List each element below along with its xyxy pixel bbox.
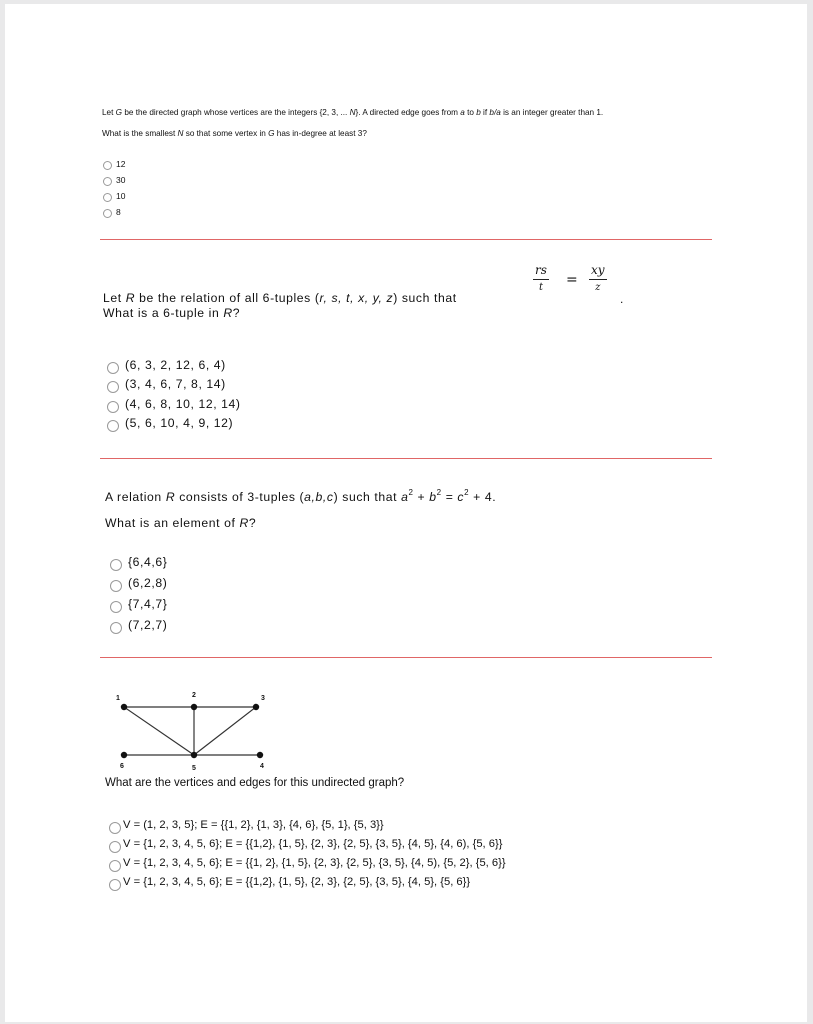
- q3-stem-text: A relation: [105, 490, 166, 504]
- q2-formula-rhs-num: xy: [591, 263, 605, 277]
- q1-stem: [102, 108, 603, 117]
- vertex-label: 6: [120, 763, 124, 770]
- q1-question-text: has in-degree at least 3?: [274, 129, 367, 138]
- q4-option-label: V = {1, 2, 3, 4, 5, 6}; E = {{1,2}, {1, 5}, {2, 3}, {2, 5}, {3, 5}, {4, 5}, {4, 6), {5, 6}}: [123, 838, 503, 850]
- q3-option-radio[interactable]: [110, 601, 122, 613]
- fraction-bar: [533, 279, 549, 280]
- q2-option-label: (6, 3, 2, 12, 6, 4): [125, 358, 226, 372]
- q3-stem-text: consists of 3-tuples (: [175, 490, 305, 504]
- vertex-label: 1: [116, 695, 120, 702]
- q1-stem-text: is an integer greater than 1.: [500, 108, 604, 117]
- section-divider: [100, 458, 712, 459]
- q3-eq-var: b: [429, 490, 437, 504]
- q1-question-var: N: [177, 129, 184, 138]
- q3-option-radio[interactable]: [110, 559, 122, 571]
- q4-question: What are the vertices and edges for this undirected graph?: [105, 777, 405, 789]
- q3-question: [105, 516, 256, 530]
- q2-option-label: (5, 6, 10, 4, 9, 12): [125, 416, 234, 430]
- q1-question-text: What is the smallest: [102, 129, 178, 138]
- q3-eq-var: c: [457, 490, 465, 504]
- q2-question-text: What is a 6-tuple in: [103, 306, 224, 320]
- q2-formula-lhs-num: rs: [535, 263, 547, 277]
- q1-option-radio[interactable]: [103, 177, 112, 186]
- fraction-bar: [589, 279, 607, 280]
- vertex-label: 3: [261, 695, 265, 702]
- vertex-4: [257, 752, 263, 758]
- q1-option-radio[interactable]: [103, 161, 112, 170]
- q1-option-label: 8: [116, 207, 121, 217]
- q2-formula-rhs-den: z: [595, 282, 601, 293]
- q2-stem-text: be the relation of all 6-tuples (: [135, 291, 320, 305]
- q1-stem-text: Let: [102, 108, 116, 117]
- q1-stem-text: }. A directed edge goes from: [355, 108, 461, 117]
- q2-option-label: (4, 6, 8, 10, 12, 14): [125, 397, 241, 411]
- section-divider: [100, 657, 712, 658]
- q3-option-label: {7,4,7}: [128, 597, 168, 611]
- q3-eq-op: =: [441, 490, 458, 504]
- q2-stem-var: R: [125, 291, 136, 305]
- vertex-2: [191, 704, 197, 710]
- q3-question-text: ?: [248, 516, 257, 530]
- q2-option-radio[interactable]: [107, 362, 119, 374]
- section-divider: [100, 239, 712, 240]
- q4-option-label: V = (1, 2, 3, 5}; E = {{1, 2}, {1, 3}, {4, 6}, {5, 1}, {5, 3}}: [123, 819, 384, 831]
- q3-stem: [105, 488, 496, 504]
- q1-question-var: G: [268, 129, 275, 138]
- q3-eq-exponent: 2: [436, 488, 442, 497]
- q3-eq-var: a: [401, 490, 409, 504]
- quiz-page: [5, 4, 807, 1022]
- q2-formula-lhs-den: t: [538, 282, 543, 293]
- q4-option-radio[interactable]: [109, 822, 121, 834]
- q3-eq-exponent: 2: [464, 488, 470, 497]
- q2-question-var: R: [223, 306, 233, 320]
- q1-question-text: so that some vertex in: [183, 129, 269, 138]
- q1-stem-var: b/a: [489, 108, 501, 117]
- q1-stem-text: to: [464, 108, 477, 117]
- q1-stem-var: a: [460, 108, 465, 117]
- q1-option-radio[interactable]: [103, 209, 112, 218]
- q3-option-label: {6,4,6}: [128, 555, 168, 569]
- q2-formula-equals: =: [566, 272, 578, 288]
- q2-stem: [103, 291, 457, 305]
- vertex-label: 2: [192, 692, 196, 699]
- q2-question-text: ?: [232, 306, 241, 320]
- edge-3-5: [194, 707, 256, 755]
- q1-stem-var: G: [115, 108, 123, 117]
- q1-option-label: 30: [116, 175, 126, 185]
- q2-stem-text: Let: [103, 291, 126, 305]
- q3-question-var: R: [239, 516, 249, 530]
- q4-option-label: V = {1, 2, 3, 4, 5, 6}; E = {{1, 2}, {1, 5}, {2, 3}, {2, 5}, {3, 5}, {4, 5), {5, 2}, {5, 6}}: [123, 857, 506, 869]
- q2-formula-rhs: [589, 263, 607, 293]
- q3-question-text: What is an element of: [105, 516, 240, 530]
- q4-option-label: V = {1, 2, 3, 4, 5, 6}; E = {{1,2}, {1, 5}, {2, 3}, {2, 5}, {3, 5}, {4, 5}, {5, 6}}: [123, 876, 471, 888]
- q2-formula-lhs: [533, 263, 549, 293]
- q4-option-radio[interactable]: [109, 860, 121, 872]
- q2-stem-var: r, s, t, x, y, z: [319, 291, 394, 305]
- q2-formula-period: .: [620, 292, 624, 306]
- vertex-6: [121, 752, 127, 758]
- vertex-5: [191, 752, 197, 758]
- q3-option-label: (7,2,7): [128, 618, 168, 632]
- q4-option-radio[interactable]: [109, 841, 121, 853]
- vertex-label: 4: [260, 763, 264, 770]
- q3-option-radio[interactable]: [110, 622, 122, 634]
- q3-option-radio[interactable]: [110, 580, 122, 592]
- q1-stem-text: if: [480, 108, 490, 117]
- q3-stem-var: R: [165, 490, 176, 504]
- q3-option-label: (6,2,8): [128, 576, 168, 590]
- q2-stem-text: ) such that: [393, 291, 457, 305]
- q3-eq-exponent: 2: [408, 488, 414, 497]
- q2-option-radio[interactable]: [107, 401, 119, 413]
- q3-stem-var: a,b,c: [304, 490, 334, 504]
- q3-eq-op: +: [413, 490, 430, 504]
- q1-question: [102, 129, 367, 138]
- vertex-label: 5: [192, 765, 196, 772]
- q2-question: [103, 306, 240, 320]
- q2-option-radio[interactable]: [107, 420, 119, 432]
- edge-1-5: [124, 707, 194, 755]
- q2-option-radio[interactable]: [107, 381, 119, 393]
- undirected-graph: [105, 684, 275, 774]
- q1-option-radio[interactable]: [103, 193, 112, 202]
- q2-option-label: (3, 4, 6, 7, 8, 14): [125, 377, 226, 391]
- vertex-3: [253, 704, 259, 710]
- q1-stem-var: b: [476, 108, 481, 117]
- q1-stem-text: be the directed graph whose vertices are the integers {2, 3, ...: [122, 108, 350, 117]
- q1-option-label: 10: [116, 191, 126, 201]
- q4-option-radio[interactable]: [109, 879, 121, 891]
- q1-stem-var: N: [349, 108, 356, 117]
- q3-stem-text: ) such that: [333, 490, 402, 504]
- q3-eq-tail: + 4.: [469, 490, 497, 504]
- q1-option-label: 12: [116, 159, 126, 169]
- vertex-1: [121, 704, 127, 710]
